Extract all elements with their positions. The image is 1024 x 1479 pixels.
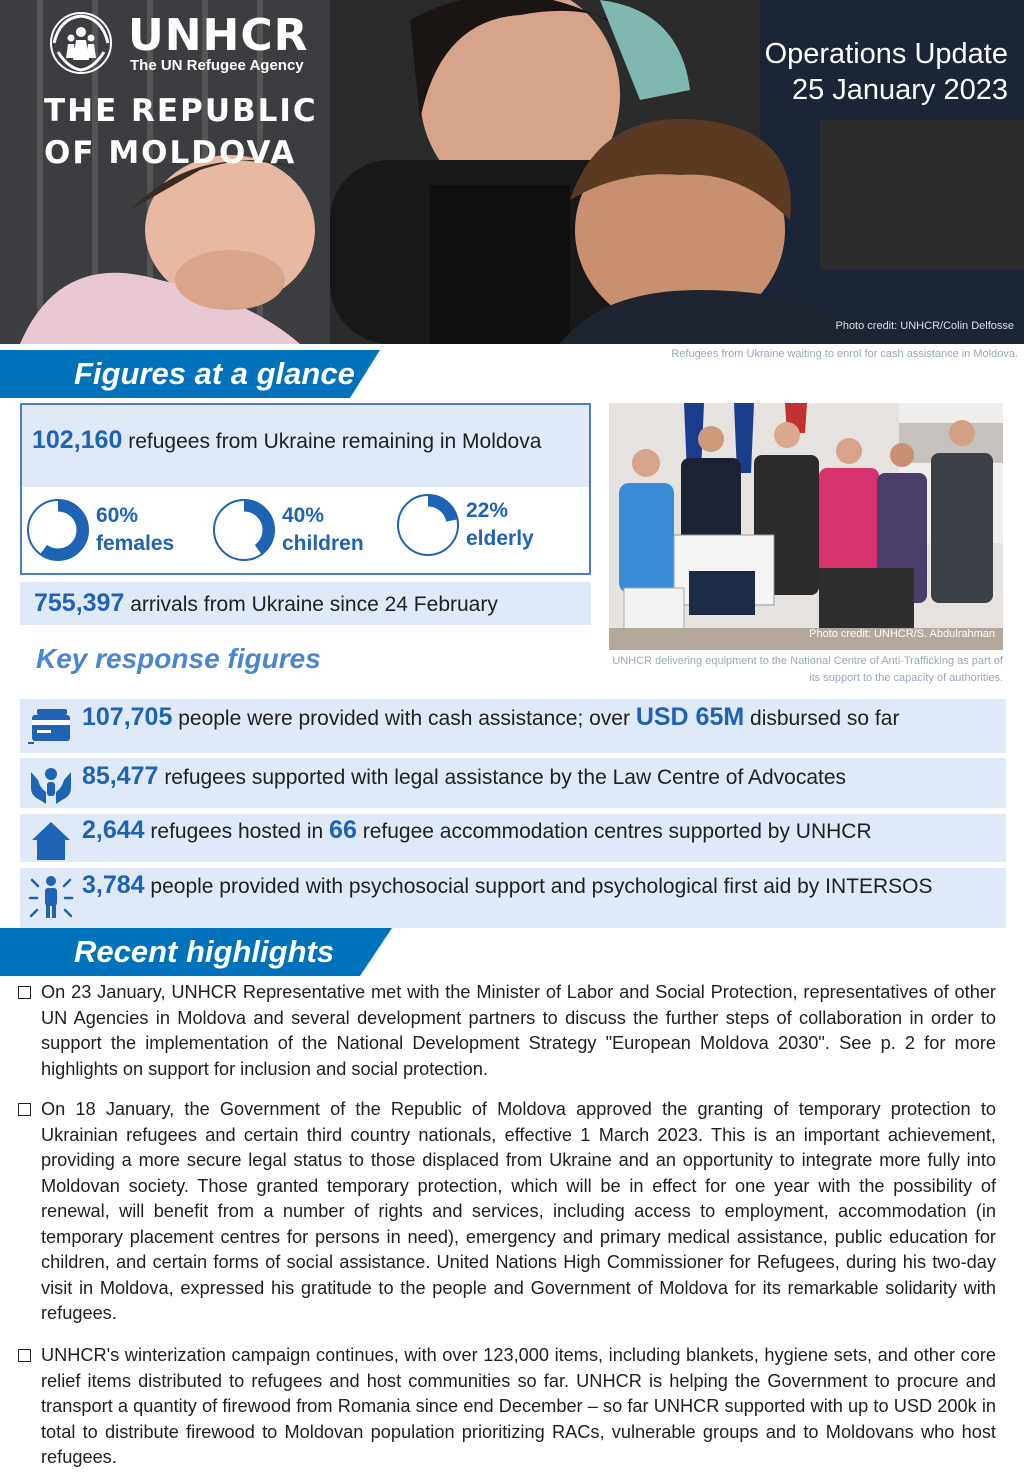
operations-update-title [765,36,1008,108]
cash-number: 107,705 [82,703,173,731]
arrivals-text: arrivals from Ukraine since 24 February [130,593,498,616]
ops-date: 25 January 2023 [791,74,1008,106]
figures-box [20,403,591,575]
key-response-title: Key response figures [36,643,321,674]
unhcr-emblem-icon [40,8,122,78]
psychosocial-person-icon [28,872,74,920]
females-donut-icon [26,498,90,562]
cash-text-2: disbursed so far [750,707,900,730]
header-photo [0,0,1024,344]
children-label: children [282,532,364,555]
refugees-number: 102,160 [32,426,123,454]
country-line-1: THE REPUBLIC [44,93,318,129]
equipment-photo [609,403,1003,650]
refugees-text: refugees from Ukraine remaining in Moldova [128,430,542,453]
females-stat [26,498,174,562]
legal-hands-icon [28,762,74,808]
elderly-donut-icon [396,493,460,557]
country-line-2: OF MOLDOVA [44,135,297,171]
legal-text: refugees supported with legal assistance by the Law Centre of Advocates [164,766,847,789]
highlights-banner [0,928,392,976]
elderly-stat [396,493,534,557]
photo2-caption: UNHCR delivering equipment to the National Centre of Anti-Trafficking as part of its support to the capacity of authorities. [612,655,1003,684]
highlight-text: On 23 January, UNHCR Representative met with the Minister of Labor and Social Protection, representatives of other UN Agencies in Moldova and several development partners to discuss the further steps of collaboration in order to support the implementation of the National Development Strategy "European Moldova 2030". See p. 2 for more highlights on support for inclusion and social protection. [41,982,996,1079]
country-title [44,90,318,174]
accommodation-number: 2,644 [82,816,145,844]
highlight-text: UNHCR's winterization campaign continues, with over 123,000 items, including blankets, hygiene sets, and other core relief items distributed to refugees and host communities so far. UNHCR is helping the Government to procure and transport a quantity of firewood from Romania since end December – so far UNHCR supported with up to USD 200k in total to distribute firewood to Moldovan population prioritizing RACs, vulnerable groups and to Moldovans who host refugees. [41,1345,996,1467]
centres-number: 66 [329,816,357,844]
children-pct: 40% [282,504,325,527]
females-pct: 60% [96,504,139,527]
highlight-item [18,1097,996,1327]
key-response-accommodation [20,814,1006,862]
psychosocial-text: people provided with psychosocial support and psychological first aid by INTERSOS [150,875,933,898]
figures-section-title: Figures at a glance [74,356,355,391]
cash-amount: USD 65M [635,703,745,731]
accommodation-text-2: refugee accommodation centres supported by UNHCR [362,820,872,843]
elderly-pct: 22% [466,499,509,522]
equipment-delivery-photo [609,403,1003,650]
key-response-legal [20,758,1006,808]
cash-card-icon [28,705,74,747]
children-donut-icon [212,498,276,562]
key-response-cash [20,699,1006,753]
figures-banner [0,350,380,398]
highlight-text: On 18 January, the Government of the Republic of Moldova approved the granting of temporary protection to Ukrainian refugees and certain third country nationals, effective 1 March 2023. This is an important achievement, providing a more secure legal status to those displaced from Ukraine and an opportunity to integrate more fully into Moldovan society. Those granted temporary protection, which will be in effect for one year with the possibility of renewal, will benefit from a number of rights and services, including access to employment, accommodation (in temporary placement centres for persons in need), emergency and primary medical assistance, public education for children, and certain forms of social assistance. United Nations High Commissioner for Refugees, during his two-day visit in Moldova, expressed his gratitude to the people and Government of Moldova for its remarkable solidarity with refugees. [41,1099,996,1323]
checkbox-bullet-icon [18,1103,31,1116]
photo2-credit: Photo credit: UNHCR/S. Abdulrahman [809,628,995,640]
arrivals-number: 755,397 [34,589,125,617]
photo-caption: Refugees from Ukraine waiting to enrol for cash assistance in Moldova. [671,348,1018,360]
highlight-item [18,1343,996,1471]
accommodation-text: refugees hosted in [150,820,324,843]
psychosocial-number: 3,784 [82,871,145,899]
checkbox-bullet-icon [18,986,31,999]
logo-name: UNHCR [128,9,309,61]
unhcr-logo [40,8,309,78]
checkbox-bullet-icon [18,1349,31,1362]
elderly-label: elderly [466,527,534,550]
cash-text: people were provided with cash assistance; over [178,707,630,730]
key-response-psychosocial [20,868,1006,928]
females-label: females [96,532,175,555]
refugees-remaining [22,405,589,487]
children-stat [212,498,364,562]
logo-tagline: The UN Refugee Agency [130,56,304,74]
ops-line-1: Operations Update [764,38,1008,70]
arrivals-stat [20,582,591,625]
highlight-item [18,980,996,1082]
house-icon [28,818,74,862]
highlights-section-title: Recent highlights [74,934,335,969]
legal-number: 85,477 [82,762,159,790]
photo-credit: Photo credit: UNHCR/Colin Delfosse [835,320,1014,332]
